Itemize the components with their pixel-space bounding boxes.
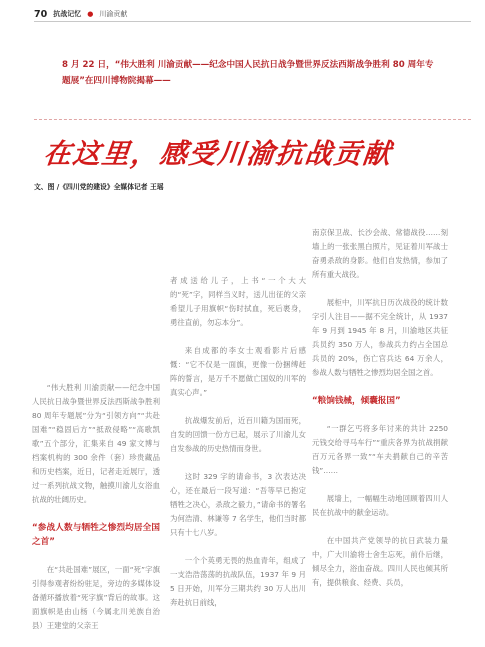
title-banner — [44, 127, 424, 175]
section-label: 抗战记忆 — [53, 10, 82, 18]
paragraph: 者成送给儿子，上书“一个大大的“死”字，同样当义时，送儿出征的父亲希望儿子用旗帜“伤时拭血，死后裹身，勇往直前，勿忘本分”。 — [170, 276, 306, 327]
page-header — [34, 7, 127, 21]
bullet-dot-icon: ● — [87, 10, 94, 18]
paragraph: 南京保卫战、长沙会战、常德战役……刻墙上的一张张黑白照片，见证着川军战士奋勇杀敌的身影。他们自发热情，参加了所有重大战役。 — [312, 228, 448, 279]
byline: 文、图 /《四川党的建设》全媒体记者 王瑶 — [34, 183, 164, 191]
paragraph: 来自成都的李女士观看影片后感慨：“它不仅是一面旗，更像一份捆缚赶阵的誓言，是万千不愿做亡国奴的川军的真实心声。” — [170, 346, 306, 397]
page-number: 70 — [34, 8, 48, 20]
header-rule — [34, 21, 471, 22]
article-column-3 — [312, 226, 448, 604]
paragraph: “一群乞丐将多年讨来的共计 2250 元钱交给寻马车行”“重庆各界为抗战捐献百万元各界一致”“车夫捐献自己的辛苦钱”…… — [312, 424, 448, 475]
dashed-divider — [34, 119, 471, 120]
article-column-1 — [32, 381, 160, 647]
section-heading: “参战人数与牺牲之惨烈均居全国之首” — [32, 523, 160, 547]
paragraph: 在中国共产党领导的抗日武装力量中，广大川渝将士舍生忘死，前仆后继，倾尽全力，浴血奋战。四川人民也倾其所有，提供粮食、经费、兵员， — [312, 536, 448, 587]
article-title: 在这里，感受川渝抗战贡献 — [42, 138, 394, 170]
paragraph: “伟大胜利 川渝贡献——纪念中国人民抗日战争暨世界反法西斯战争胜利 80 周年专题展”分为“引领方向”“共赴国难”“稳固后方”“抵敌侵略”“高歌凯歌”五个部分，汇集来自 49 家文博与档案机构的 300 余件（套）珍贵藏品和历史档案，近日，记者走近展厅，透过一系列抗战文物，触摸川渝儿女浴血抗战的壮阔历史。 — [32, 383, 160, 504]
announcement-text: 8 月 22 日，“伟大胜利 川渝贡献——纪念中国人民抗日战争暨世界反法西斯战争胜利 80 周年专题展”在四川博物院揭幕—— — [62, 60, 434, 86]
subsection-label: 川渝贡献 — [99, 10, 128, 18]
section-heading: “粮饷钱械，倾囊报国” — [312, 396, 401, 406]
paragraph: 展柜中，川军抗日历次战役的统计数字引人注目——据不完全统计，从 1937 年 9 月到 1945 年 8 月，川渝地区共征兵员约 350 万人，参战兵力约占全国总兵员的 20%，伤亡官兵达 64 万余人，参战人数与牺牲之惨烈均居全国之首。 — [312, 298, 448, 377]
article-column-2 — [170, 274, 306, 624]
paragraph: 在“共赴国难”展区，一面“死”字旗引得参观者纷纷驻足，旁边的多媒体设备循环播放着“死字旗”背后的故事。这面旗帜是由山杨（今属北川羌族自治县）王建堂的父亲王 — [32, 565, 160, 630]
paragraph: 一个个英勇无畏的热血青年，组成了一支浩浩荡荡的抗战队伍，1937 年 9 月 5 日开始，川军分三期共约 30 万人出川奔赴抗日前线， — [170, 556, 306, 607]
paragraph: 展墙上，一幅幅生动地回顾着四川人民在抗战中的献金运动。 — [312, 494, 448, 517]
paragraph: 这时 329 字的请命书，3 次表达决心，还在最后一段写道：“吾等早已抱定牺牲之决心，杀敌之毅力，”请命书的署名为何浩清、林谦等 7 名学生，他们当时都只有十七八岁。 — [170, 472, 306, 537]
paragraph: 抗战爆发前后，近百川籍为国而死，自发的回馈一份方已起，展示了川渝儿女自发参战的历史热情而身世。 — [170, 416, 306, 453]
